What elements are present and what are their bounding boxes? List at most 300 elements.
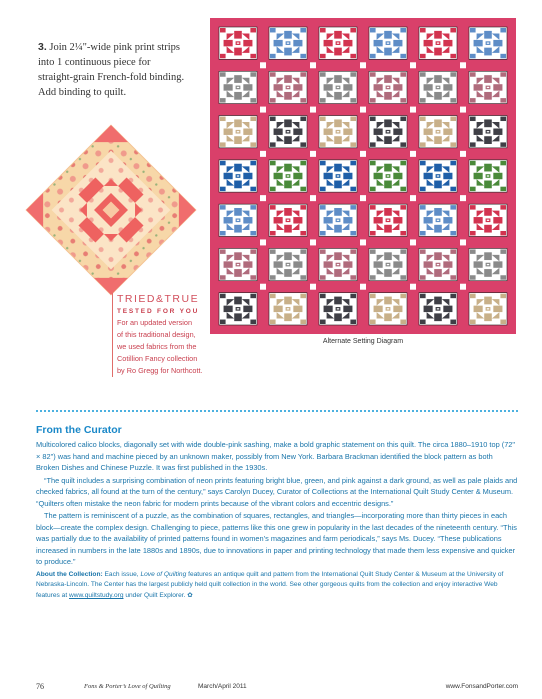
block-center (486, 308, 490, 310)
block-arm (474, 84, 483, 90)
block-corner (400, 320, 406, 324)
block-corner (350, 161, 356, 165)
block-corner (450, 54, 456, 58)
block-arm (384, 31, 392, 39)
block-corner (450, 205, 456, 209)
block-arm (284, 92, 292, 100)
block-arm (424, 84, 433, 90)
block-corner (500, 98, 506, 102)
block-corner (270, 294, 276, 298)
block-corner (370, 117, 376, 121)
block-arm (384, 164, 392, 172)
block-corner (250, 294, 256, 298)
block-arm (234, 31, 242, 39)
block-arm (374, 217, 383, 223)
block-arm (284, 269, 292, 277)
sashing-cornerstone (410, 284, 416, 290)
block-arm (224, 261, 233, 267)
block-corner (320, 231, 326, 235)
sashing-cornerstone (310, 151, 316, 157)
block-corner (250, 249, 256, 253)
block-corner (470, 249, 476, 253)
block-center (236, 130, 240, 132)
block-arm (334, 136, 342, 144)
block-arm (493, 217, 502, 223)
block-corner (220, 205, 226, 209)
sample-block-photo (23, 122, 199, 298)
block-corner (320, 161, 326, 165)
sashing-cornerstone (310, 195, 316, 201)
sashing-cornerstone (410, 239, 416, 245)
block-corner (470, 205, 476, 209)
block-center (486, 263, 490, 265)
block-arm (274, 173, 283, 179)
block-corner (320, 117, 326, 121)
block-corner (500, 161, 506, 165)
block-arm (274, 128, 283, 134)
block-corner (450, 98, 456, 102)
about-link[interactable]: www.quiltstudy.org (69, 592, 124, 600)
tried-subtitle: TESTED FOR YOU (117, 308, 200, 315)
block-corner (420, 54, 426, 58)
block-arm (493, 128, 502, 134)
block-corner (450, 72, 456, 76)
block-arm (284, 164, 292, 172)
sashing-cornerstone (460, 284, 466, 290)
block-corner (420, 117, 426, 121)
block-corner (420, 161, 426, 165)
block-corner (250, 275, 256, 279)
block-corner (350, 294, 356, 298)
block-arm (234, 297, 242, 305)
block-arm (284, 136, 292, 144)
block-arm (334, 92, 342, 100)
block-corner (220, 54, 226, 58)
block-corner (500, 249, 506, 253)
block-arm (284, 252, 292, 260)
block-center (436, 130, 440, 132)
block-corner (350, 142, 356, 146)
block-arm (393, 217, 402, 223)
block-arm (434, 136, 442, 144)
block-arm (424, 128, 433, 134)
block-arm (434, 208, 442, 216)
block-arm (224, 306, 233, 312)
block-center (236, 219, 240, 221)
block-corner (250, 320, 256, 324)
block-corner (270, 98, 276, 102)
block-corner (420, 28, 426, 32)
sashing-cornerstone (260, 151, 266, 157)
block-corner (500, 28, 506, 32)
block-corner (250, 28, 256, 32)
block-corner (400, 28, 406, 32)
block-arm (474, 40, 483, 46)
block-arm (424, 306, 433, 312)
block-center (236, 42, 240, 44)
block-corner (370, 98, 376, 102)
block-arm (324, 40, 333, 46)
block-arm (334, 208, 342, 216)
block-arm (224, 217, 233, 223)
block-arm (484, 313, 492, 321)
block-center (286, 86, 290, 88)
block-arm (343, 306, 352, 312)
block-corner (220, 98, 226, 102)
block-arm (234, 119, 242, 127)
block-arm (493, 306, 502, 312)
about-magazine: Love of Quilting (140, 570, 187, 578)
block-corner (270, 205, 276, 209)
sashing-cornerstone (260, 107, 266, 113)
block-arm (484, 269, 492, 277)
curator-paragraph-2: “The quilt includes a surprising combination of neon prints featuring bright blue, green, and pink against a dark ground, as well as pale plaids and checked fabrics, all found at the turn of the century,” says Carolyn Ducey, Curator of Collections at the International Quilt Study Center & Museum. “Quilters often mistake the neon fabric for modern prints because of the vibrant colors and eccentric designs.” (36, 475, 518, 508)
block-corner (470, 320, 476, 324)
block-arm (443, 306, 452, 312)
block-arm (284, 75, 292, 83)
block-corner (300, 54, 306, 58)
block-arm (384, 269, 392, 277)
block-corner (300, 231, 306, 235)
block-corner (270, 161, 276, 165)
block-arm (324, 217, 333, 223)
block-arm (324, 128, 333, 134)
block-center (386, 263, 390, 265)
block-corner (300, 187, 306, 191)
block-arm (343, 128, 352, 134)
block-corner (300, 320, 306, 324)
block-center (336, 263, 340, 265)
block-arm (274, 84, 283, 90)
block-corner (500, 320, 506, 324)
block-center (486, 86, 490, 88)
block-center (386, 42, 390, 44)
block-corner (400, 72, 406, 76)
block-corner (400, 187, 406, 191)
sashing-cornerstone (260, 62, 266, 68)
block-corner (370, 231, 376, 235)
block-arm (384, 119, 392, 127)
block-center (286, 263, 290, 265)
block-corner (250, 98, 256, 102)
block-arm (243, 173, 252, 179)
block-arm (484, 136, 492, 144)
block-arm (384, 297, 392, 305)
block-corner (400, 249, 406, 253)
block-arm (334, 313, 342, 321)
block-corner (300, 117, 306, 121)
sashing-cornerstone (410, 107, 416, 113)
block-arm (324, 261, 333, 267)
block-corner (420, 294, 426, 298)
block-corner (270, 249, 276, 253)
block-center (436, 308, 440, 310)
block-corner (270, 320, 276, 324)
block-corner (420, 231, 426, 235)
block-corner (350, 249, 356, 253)
block-corner (400, 205, 406, 209)
about-text-c: under Quilt Explorer. (125, 592, 186, 600)
block-arm (384, 48, 392, 56)
block-arm (293, 40, 302, 46)
block-arm (384, 181, 392, 189)
block-arm (324, 173, 333, 179)
block-corner (370, 72, 376, 76)
block-corner (350, 28, 356, 32)
block-arm (484, 252, 492, 260)
block-corner (270, 72, 276, 76)
block-corner (270, 275, 276, 279)
block-corner (420, 72, 426, 76)
block-corner (370, 249, 376, 253)
block-arm (334, 75, 342, 83)
block-corner (470, 231, 476, 235)
block-corner (450, 161, 456, 165)
about-label: About the Collection: (36, 570, 103, 578)
sashing-cornerstone (260, 195, 266, 201)
block-center (486, 219, 490, 221)
block-corner (350, 187, 356, 191)
block-arm (474, 128, 483, 134)
website: www.FonsandPorter.com (445, 683, 518, 690)
block-center (436, 175, 440, 177)
block-corner (370, 294, 376, 298)
block-arm (374, 40, 383, 46)
block-arm (243, 40, 252, 46)
block-arm (334, 31, 342, 39)
block-corner (220, 320, 226, 324)
block-corner (320, 28, 326, 32)
block-arm (434, 31, 442, 39)
block-arm (424, 40, 433, 46)
block-corner (470, 28, 476, 32)
block-arm (374, 128, 383, 134)
block-center (236, 263, 240, 265)
block-arm (293, 173, 302, 179)
block-corner (450, 249, 456, 253)
block-corner (470, 187, 476, 191)
block-corner (500, 142, 506, 146)
block-arm (384, 136, 392, 144)
sample-block-graphic (23, 122, 199, 298)
block-center (386, 308, 390, 310)
section-divider (36, 410, 518, 412)
sashing-cornerstone (310, 284, 316, 290)
block-arm (474, 261, 483, 267)
block-arm (434, 75, 442, 83)
block-arm (493, 261, 502, 267)
block-arm (234, 181, 242, 189)
block-arm (234, 225, 242, 233)
block-corner (470, 54, 476, 58)
sashing-cornerstone (360, 107, 366, 113)
block-arm (243, 128, 252, 134)
tried-line: we used fabrics from the (117, 342, 197, 351)
block-corner (450, 231, 456, 235)
from-the-curator-section (36, 424, 518, 602)
block-arm (234, 208, 242, 216)
block-arm (274, 217, 283, 223)
block-arm (393, 306, 402, 312)
block-arm (434, 48, 442, 56)
block-arm (293, 84, 302, 90)
block-center (436, 42, 440, 44)
block-center (386, 175, 390, 177)
block-corner (420, 98, 426, 102)
tried-line: Cotillion Fancy collection (117, 354, 198, 363)
sashing-cornerstone (360, 284, 366, 290)
block-arm (274, 261, 283, 267)
block-arm (434, 92, 442, 100)
block-corner (320, 142, 326, 146)
block-arm (284, 208, 292, 216)
block-corner (500, 54, 506, 58)
block-corner (320, 187, 326, 191)
block-arm (374, 306, 383, 312)
block-corner (220, 142, 226, 146)
block-arm (334, 119, 342, 127)
block-corner (500, 72, 506, 76)
tried-title: TRIED&TRUE (117, 293, 200, 305)
block-arm (334, 225, 342, 233)
block-arm (234, 75, 242, 83)
block-arm (434, 181, 442, 189)
block-arm (284, 181, 292, 189)
block-arm (234, 92, 242, 100)
block-corner (400, 117, 406, 121)
block-arm (334, 48, 342, 56)
issue-date: March/April 2011 (198, 683, 247, 690)
block-arm (434, 119, 442, 127)
block-arm (443, 128, 452, 134)
block-corner (450, 28, 456, 32)
block-arm (374, 261, 383, 267)
sashing-cornerstone (460, 151, 466, 157)
sashing-cornerstone (460, 107, 466, 113)
block-corner (250, 72, 256, 76)
block-center (336, 42, 340, 44)
block-arm (224, 84, 233, 90)
block-arm (224, 173, 233, 179)
curator-heading: From the Curator (36, 424, 122, 436)
block-corner (500, 187, 506, 191)
block-corner (370, 142, 376, 146)
block-arm (284, 297, 292, 305)
sashing-cornerstone (410, 62, 416, 68)
block-arm (484, 181, 492, 189)
sashing-cornerstone (260, 239, 266, 245)
sashing-cornerstone (310, 107, 316, 113)
block-arm (393, 261, 402, 267)
block-corner (370, 161, 376, 165)
block-center (286, 219, 290, 221)
block-corner (420, 320, 426, 324)
block-arm (434, 313, 442, 321)
block-arm (474, 306, 483, 312)
block-corner (420, 249, 426, 253)
about-text-a: Each issue, (104, 570, 139, 578)
block-arm (393, 84, 402, 90)
block-arm (293, 217, 302, 223)
block-arm (424, 173, 433, 179)
block-arm (484, 297, 492, 305)
block-arm (293, 128, 302, 134)
block-corner (250, 161, 256, 165)
end-mark-icon: ✿ (187, 592, 193, 600)
block-corner (270, 117, 276, 121)
block-corner (470, 72, 476, 76)
block-center (486, 130, 490, 132)
block-corner (300, 98, 306, 102)
block-arm (284, 48, 292, 56)
block-arm (334, 164, 342, 172)
block-center (436, 219, 440, 221)
block-corner (320, 275, 326, 279)
block-arm (284, 225, 292, 233)
block-corner (320, 249, 326, 253)
block-arm (384, 92, 392, 100)
page-footer (0, 680, 542, 694)
sashing-cornerstone (310, 239, 316, 245)
block-arm (434, 225, 442, 233)
block-arm (293, 306, 302, 312)
block-corner (500, 117, 506, 121)
block-corner (450, 294, 456, 298)
block-corner (250, 54, 256, 58)
block-arm (284, 119, 292, 127)
alternate-setting-diagram (210, 18, 516, 334)
block-arm (484, 164, 492, 172)
block-corner (320, 205, 326, 209)
block-arm (334, 181, 342, 189)
block-corner (220, 187, 226, 191)
page-number: 76 (36, 682, 44, 691)
block-arm (493, 173, 502, 179)
block-corner (470, 294, 476, 298)
block-corner (350, 320, 356, 324)
block-arm (393, 128, 402, 134)
block-corner (450, 187, 456, 191)
block-corner (470, 275, 476, 279)
block-arm (434, 252, 442, 260)
block-corner (370, 320, 376, 324)
block-arm (324, 306, 333, 312)
block-arm (443, 84, 452, 90)
block-corner (370, 275, 376, 279)
tried-line: of this traditional design, (117, 330, 196, 339)
block-arm (274, 40, 283, 46)
block-arm (243, 217, 252, 223)
block-corner (300, 205, 306, 209)
block-arm (334, 252, 342, 260)
block-arm (443, 173, 452, 179)
block-corner (220, 28, 226, 32)
block-arm (384, 313, 392, 321)
block-arm (443, 261, 452, 267)
block-arm (224, 40, 233, 46)
block-corner (470, 117, 476, 121)
block-arm (443, 217, 452, 223)
block-center (336, 86, 340, 88)
magazine-name: Fons & Porter’s Love of Quilting (84, 683, 171, 690)
block-arm (484, 208, 492, 216)
block-center (486, 42, 490, 44)
block-corner (350, 275, 356, 279)
block-center (386, 86, 390, 88)
block-arm (384, 208, 392, 216)
block-arm (484, 225, 492, 233)
block-center (286, 175, 290, 177)
